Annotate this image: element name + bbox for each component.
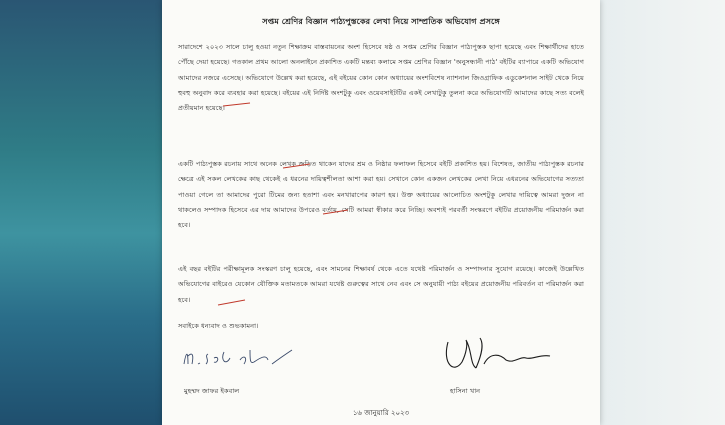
background-left-band xyxy=(0,0,162,425)
paragraph-3: এই বছর বইটির পরীক্ষামূলক সংস্করণ চালু হয়েছে, এবং সামনের শিক্ষাবর্ষ থেকে এতে যথেষ্ট পরিমার্জন ও সম্পাদনার সুযোগ রয়েছে। কাজেই উল্লেখিত অভিযোগের বাইরেও যেকোন যৌক্তিক মতামতকে আমরা যথেষ্ট গুরুত্বের সাথে নেব এবং সে অনুযায়ী পাঠ্য বইয়ের প্রয়োজনীয় পরিবর্তন বা পরিমার্জন করা হবে। xyxy=(178,265,584,304)
background-right-band xyxy=(600,0,725,425)
correction-mark-2 xyxy=(282,161,312,171)
statement-document xyxy=(162,0,600,425)
correction-mark-1 xyxy=(222,99,252,109)
closing-line: সবাইকে ধন্যবাদ ও শুভকামনা। xyxy=(178,322,259,330)
paragraph-1: সারাদেশে ২০২৩ সালে চালু হওয়া নতুন শিক্ষাক্রম বাস্তবায়নের অংশ হিসেবে ষষ্ঠ ও সপ্তম শ্রেণির বিজ্ঞান পাঠ্যপুস্তক ছাপা হয়েছে এবং শিক্ষার্থীদের হাতে পৌঁছে দেয়া হয়েছে। গতকাল প্রথম আলো অনলাইনে প্রকাশিত একটি মন্তব্য কলামে সপ্তম শ্রেণির বিজ্ঞান 'অনুসন্ধানী পাঠ' বইটির ব্যাপারে একটি অভিযোগ আমাদের নজরে এসেছে। অভিযোগে উল্লেখ করা হয়েছে, এই বইয়ের কোন কোন অধ্যায়ের অংশবিশেষ ন্যাশনাল জিওগ্রাফিক এডুকেশনাল সাইট থেকে নিয়ে হুবহু অনুবাদ করে ব্যবহার করা হয়েছে। বইয়ের এই নির্দিষ্ট অংশটুকু এবং ওয়েবসাইটটির একই লেখাটুকু তুলনা করে অভিযোগটি আমাদের কাছে সত্য বলেই প্রতীয়মান হয়েছে। xyxy=(178,43,584,113)
signature-zafar-iqbal xyxy=(180,342,310,376)
correction-mark-4 xyxy=(217,298,247,308)
paragraph-2: একটি পাঠ্যপুস্তক রচনায় সাথে অনেক লেখক জড়িত থাকেন যাদের শ্রম ও নিষ্ঠার ফলাফল হিসেবে বইটি প্রকাশিত হয়। বিশেষত, জাতীয় পাঠ্যপুস্তক রচনার ক্ষেত্রে এই সকল লেখকের কাছ থেকেই এ ধরনের দায়িত্বশীলতা আশা করা হয়। সেখানে কোন একজন লেখকের লেখা নিয়ে এধরনের অভিযোগের সত্যতা পাওয়া গেলে তা আমাদের পুরো টিমের জন্য হতাশা এবং মনখারাপের কারণ হয়। উক্ত অধ্যায়ের আলোচিত অংশটুকু লেখার দায়িত্বে আমরা দুজন না থাকলেও সম্পাদক হিসেবে এর দায় আমাদের উপরেও বর্তায়, সেটি আমরা স্বীকার করে নিচ্ছি। অবশ্যই পরবর্তী সংস্করণে বইটির প্রয়োজনীয় পরিমার্জন করা হবে। xyxy=(178,160,584,230)
signatory-name-2: হাসিনা খান xyxy=(450,387,481,395)
signature-hasina-khan xyxy=(440,334,570,378)
signatory-name-1: মুহম্মদ জাফর ইকবাল xyxy=(184,387,240,395)
correction-mark-3 xyxy=(322,207,352,217)
document-title: সপ্তম শ্রেণির বিজ্ঞান পাঠ্যপুস্তকের লেখা নিয়ে সাম্প্রতিক অভিযোগ প্রসঙ্গে xyxy=(262,16,500,26)
document-date: ১৬ জানুয়ারি ২০২৩ xyxy=(352,409,410,417)
